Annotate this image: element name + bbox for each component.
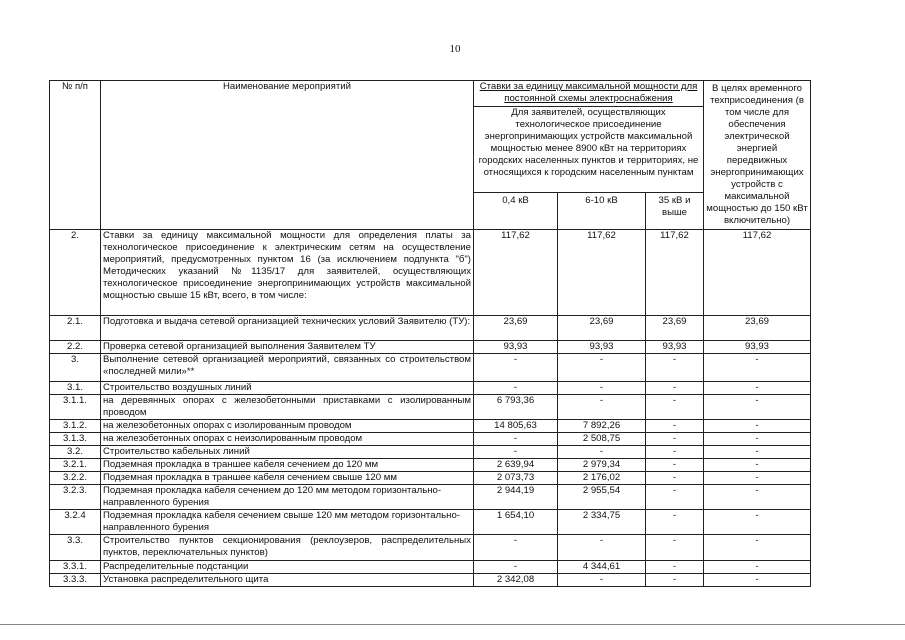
row-activity: Подземная прокладка кабеля сечением свыше 120 мм методом горизонтально-направленного бурения (101, 510, 474, 535)
row-number: 3.3.1. (50, 561, 101, 574)
row-value-6-10kv: 2 176,02 (558, 472, 646, 485)
header-rates-subheading: Для заявителей, осуществляющих технологическое присоединение энергопринимающих устройств максимальной мощностью менее 8900 кВт на территориях городских населенных пунктов и территориях, не относящихся к городским населенным пунктам (474, 107, 704, 193)
row-number: 2.1. (50, 316, 101, 341)
row-number: 3.2.1. (50, 459, 101, 472)
row-value-35kv: - (646, 446, 704, 459)
row-value-temporary: - (704, 510, 811, 535)
row-number: 3.2.3. (50, 485, 101, 510)
row-value-temporary: - (704, 472, 811, 485)
row-value-6-10kv: 7 892,26 (558, 420, 646, 433)
row-value-temporary: 23,69 (704, 316, 811, 341)
row-number: 3.1.3. (50, 433, 101, 446)
row-value-04kv: - (474, 382, 558, 395)
table-row (50, 230, 811, 316)
row-value-35kv: - (646, 574, 704, 587)
table-row (50, 341, 811, 354)
row-value-04kv: 2 342,08 (474, 574, 558, 587)
table-row (50, 420, 811, 433)
tariff-table (49, 80, 811, 587)
row-activity: Подземная прокладка кабеля сечением до 120 мм методом горизонтально-направленного бурения (101, 485, 474, 510)
row-value-35kv: - (646, 420, 704, 433)
row-activity: на железобетонных опорах с изолированным проводом (101, 420, 474, 433)
row-number: 3.2.2. (50, 472, 101, 485)
row-value-temporary: - (704, 459, 811, 472)
row-value-6-10kv: - (558, 354, 646, 382)
row-activity: Подземная прокладка в траншее кабеля сечением до 120 мм (101, 459, 474, 472)
row-value-6-10kv: 93,93 (558, 341, 646, 354)
row-value-04kv: 2 944,19 (474, 485, 558, 510)
row-value-35kv: 23,69 (646, 316, 704, 341)
row-value-35kv: - (646, 472, 704, 485)
row-value-temporary: 117,62 (704, 230, 811, 316)
row-activity: Строительство кабельных линий (101, 446, 474, 459)
row-value-35kv: - (646, 433, 704, 446)
row-value-temporary: - (704, 561, 811, 574)
table-row (50, 510, 811, 535)
table-row (50, 535, 811, 561)
row-activity: на деревянных опорах с железобетонными приставками с изолированным проводом (101, 395, 474, 420)
row-value-35kv: - (646, 485, 704, 510)
row-value-6-10kv: 117,62 (558, 230, 646, 316)
row-activity: Проверка сетевой организацией выполнения Заявителем ТУ (101, 341, 474, 354)
row-activity: на железобетонных опорах с неизолированным проводом (101, 433, 474, 446)
row-value-35kv: 117,62 (646, 230, 704, 316)
row-value-04kv: - (474, 433, 558, 446)
row-number: 2.2. (50, 341, 101, 354)
row-value-6-10kv: 2 979,34 (558, 459, 646, 472)
row-activity: Строительство воздушных линий (101, 382, 474, 395)
row-value-6-10kv: - (558, 535, 646, 561)
row-value-temporary: - (704, 446, 811, 459)
table-row (50, 561, 811, 574)
row-value-6-10kv: 23,69 (558, 316, 646, 341)
table-row (50, 316, 811, 341)
row-value-04kv: 117,62 (474, 230, 558, 316)
row-activity: Подготовка и выдача сетевой организацией технических условий Заявителю (ТУ): (101, 316, 474, 341)
row-value-temporary: - (704, 535, 811, 561)
table-row (50, 472, 811, 485)
row-value-35kv: - (646, 382, 704, 395)
row-value-temporary: - (704, 485, 811, 510)
table-row (50, 433, 811, 446)
row-value-temporary: - (704, 382, 811, 395)
header-voltage-6-10kv: 6-10 кВ (558, 193, 646, 230)
row-value-35kv: - (646, 459, 704, 472)
row-value-6-10kv: 2 334,75 (558, 510, 646, 535)
header-voltage-04kv: 0,4 кВ (474, 193, 558, 230)
table-row (50, 459, 811, 472)
header-number: № п/п (50, 81, 101, 230)
row-activity: Ставки за единицу максимальной мощности для определения платы за технологическое присоединение к электрическим сетям на осуществление мероприятий, предусмотренных пунктом 16 (за исключением подпункта "б") Методических указаний №1135/17 для заявителей, осуществляющих технологическое присоединение энергопринимающих устройств максимальной мощностью свыше 15 кВт, всего, в том числе: (101, 230, 474, 316)
row-value-04kv: 6 793,36 (474, 395, 558, 420)
row-value-35kv: 93,93 (646, 341, 704, 354)
header-rates: Ставки за единицу максимальной мощности для постоянной схемы электроснабжения (474, 81, 704, 107)
row-number: 3.1.2. (50, 420, 101, 433)
header-activity-name: Наименование мероприятий (101, 81, 474, 230)
row-number: 3.2. (50, 446, 101, 459)
table-row (50, 574, 811, 587)
table-row (50, 395, 811, 420)
row-value-35kv: - (646, 510, 704, 535)
row-number: 3.3. (50, 535, 101, 561)
row-value-temporary: - (704, 395, 811, 420)
row-value-temporary: - (704, 354, 811, 382)
row-value-04kv: - (474, 561, 558, 574)
row-value-04kv: 23,69 (474, 316, 558, 341)
row-value-04kv: 93,93 (474, 341, 558, 354)
row-value-6-10kv: 2 955,54 (558, 485, 646, 510)
row-value-6-10kv: - (558, 574, 646, 587)
row-number: 2. (50, 230, 101, 316)
row-activity: Подземная прокладка в траншее кабеля сечением свыше 120 мм (101, 472, 474, 485)
row-value-35kv: - (646, 535, 704, 561)
row-activity: Установка распределительного щита (101, 574, 474, 587)
header-voltage-35kv: 35 кВ и выше (646, 193, 704, 230)
row-value-35kv: - (646, 395, 704, 420)
row-value-6-10kv: 4 344,61 (558, 561, 646, 574)
row-value-35kv: - (646, 354, 704, 382)
table-row (50, 446, 811, 459)
table-row (50, 354, 811, 382)
row-value-04kv: - (474, 354, 558, 382)
row-value-temporary: - (704, 433, 811, 446)
row-number: 3.1. (50, 382, 101, 395)
row-value-04kv: 2 639,94 (474, 459, 558, 472)
row-number: 3. (50, 354, 101, 382)
row-number: 3.3.3. (50, 574, 101, 587)
row-value-04kv: - (474, 535, 558, 561)
row-value-6-10kv: - (558, 382, 646, 395)
row-value-04kv: 14 805,63 (474, 420, 558, 433)
table-row (50, 382, 811, 395)
row-activity: Строительство пунктов секционирования (реклоузеров, распределительных пунктов, переключательных пунктов) (101, 535, 474, 561)
row-number: 3.2.4 (50, 510, 101, 535)
page-bottom-rule (0, 624, 905, 625)
table-row (50, 485, 811, 510)
row-value-temporary: 93,93 (704, 341, 811, 354)
row-value-temporary: - (704, 574, 811, 587)
row-value-6-10kv: - (558, 395, 646, 420)
row-activity: Выполнение сетевой организацией мероприятий, связанных со строительством «последней мили»** (101, 354, 474, 382)
row-value-35kv: - (646, 561, 704, 574)
row-value-04kv: 1 654,10 (474, 510, 558, 535)
row-value-04kv: 2 073,73 (474, 472, 558, 485)
row-number: 3.1.1. (50, 395, 101, 420)
page-number: 10 (449, 43, 461, 55)
row-activity: Распределительные подстанции (101, 561, 474, 574)
row-value-04kv: - (474, 446, 558, 459)
row-value-6-10kv: - (558, 446, 646, 459)
row-value-temporary: - (704, 420, 811, 433)
row-value-6-10kv: 2 508,75 (558, 433, 646, 446)
header-temporary-connection: В целях временного техприсоединения (в том числе для обеспечения электрической энергией передвижных энергопринимающих устройств с максимальной мощностью до 150 кВт включительно) (704, 81, 811, 230)
